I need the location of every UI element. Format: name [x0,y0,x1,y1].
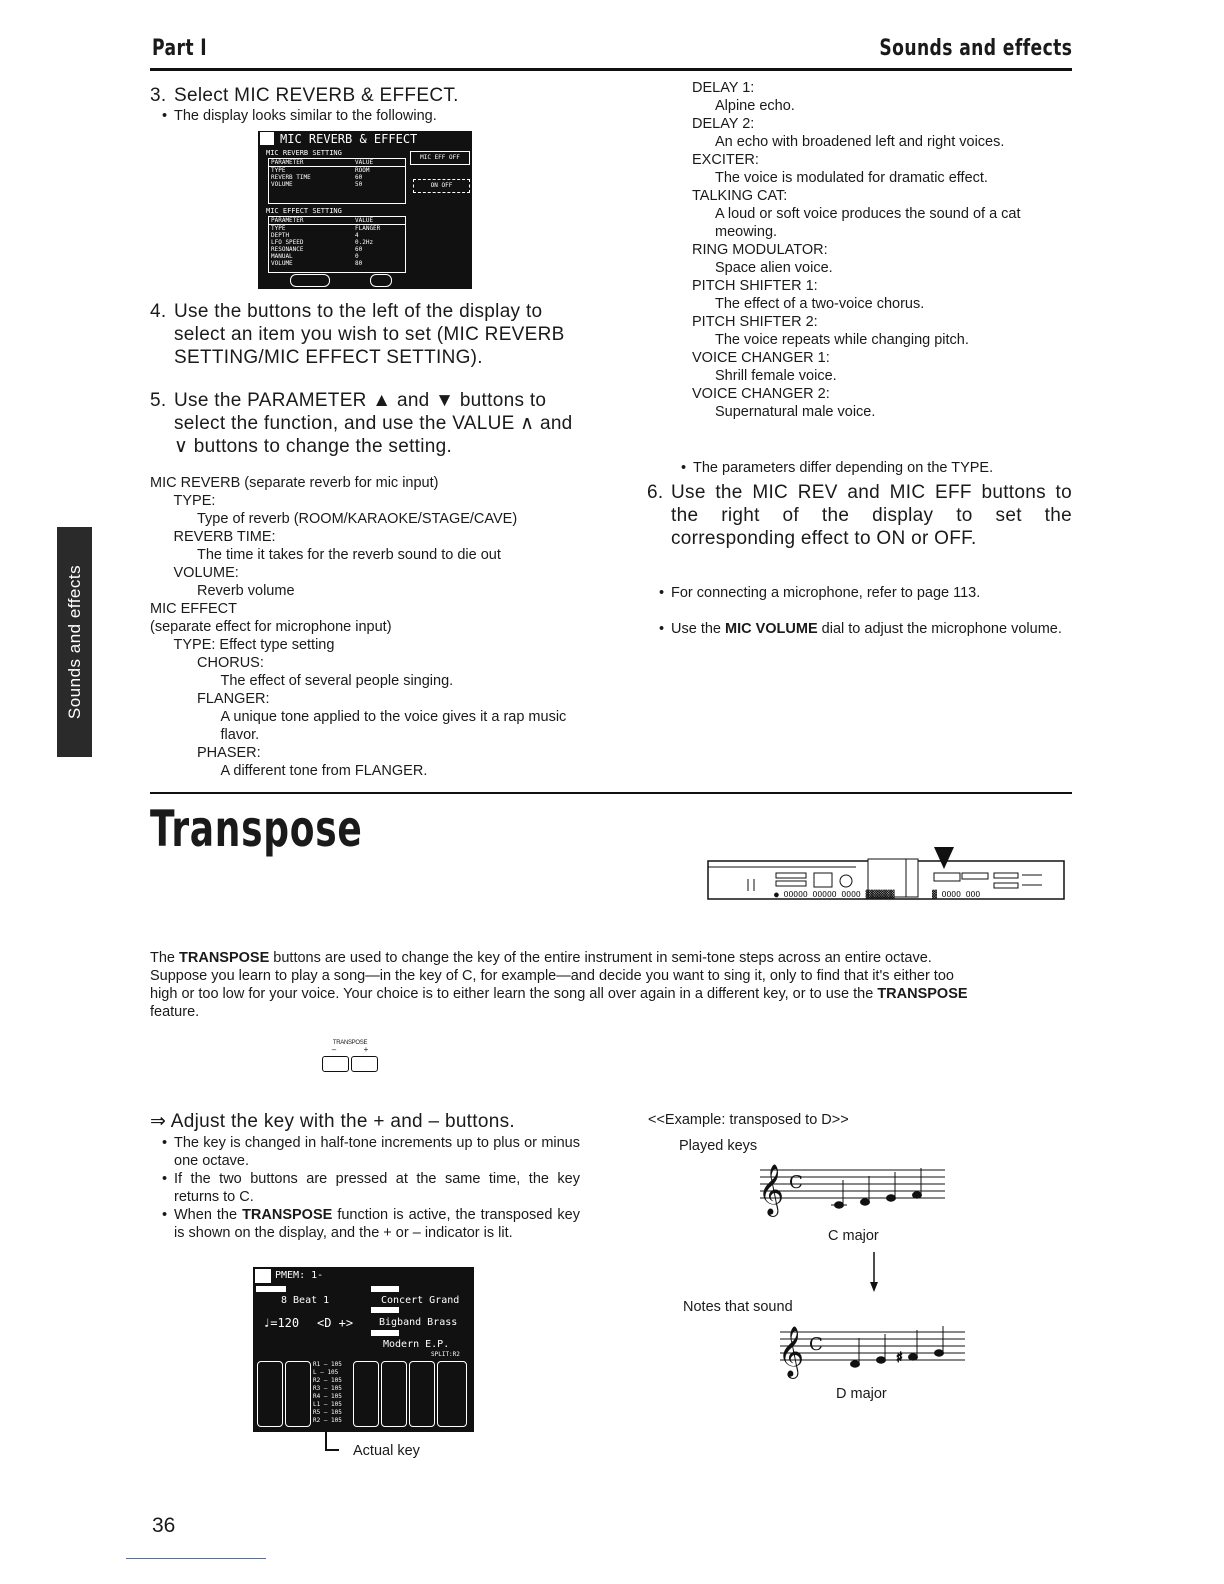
param-line: PITCH SHIFTER 2: [692,314,818,330]
step-6: 6. Use the MIC REV and MIC EFF buttons to the right of the display to set the corresponding effect to ON or OFF. [647,482,1072,549]
svg-text:𝄞: 𝄞 [758,1164,785,1215]
actual-key-leader-h [325,1449,339,1451]
tempo-readout: ♩=120 [263,1316,300,1330]
section-rule [150,792,1072,794]
display-icon [260,132,274,145]
display-row: VOLUME 80 [271,260,363,267]
svg-text:𝄞: 𝄞 [778,1326,805,1377]
on-off-indicator: ON OFF [413,179,470,193]
step-3: 3. Select MIC REVERB & EFFECT. [150,85,459,106]
display-row: VOLUME 50 [271,181,363,188]
part-label: Part I [152,36,208,61]
transpose-display [253,1267,474,1432]
transpose-heading: Transpose [150,800,363,858]
display-row: RESONANCE 60 [271,246,363,253]
param-line: CHORUS: [197,655,264,671]
display-row: DEPTH 4 [271,232,359,239]
display-row: REVERB TIME 60 [271,174,363,181]
param-line: VOLUME: [173,565,239,581]
param-line: An echo with broadened left and right voices. [715,134,1005,150]
step-4: 4. Use the buttons to the left of the display to select an item you wish to set (MIC REVERB SETTING/MIC EFFECT SETTING). [150,301,565,368]
sounding-notes-label: Notes that sound [683,1299,793,1315]
param-line: The voice is modulated for dramatic effect. [715,170,988,186]
value-button [370,274,392,287]
param-line: Type of reverb (ROOM/KARAOKE/STAGE/CAVE) [197,511,518,527]
actual-key-readout: <D +> [317,1316,354,1330]
param-line: PHASER: [197,745,261,761]
param-line: TYPE: [173,493,216,509]
voice-2: Bigband Brass [379,1317,458,1328]
voice-3: Modern E.P. [383,1339,450,1350]
slider-row: R1 — 105 L — 105 R2 — 105 R3 — 105 R4 — 105 L1 — 105 R5 — 105 R2 — 105 [257,1361,469,1427]
mic-eff-toggle: MIC EFF OFF [410,151,470,165]
param-line: Alpine echo. [715,98,795,114]
transpose-minus-button[interactable] [322,1056,349,1072]
page-number: 36 [152,1514,176,1537]
svg-text:C: C [809,1334,823,1355]
param-line: A different tone from FLANGER. [220,763,428,779]
effect-type-list [692,79,1077,421]
param-line: Reverb volume [197,583,295,599]
adjust-notes: • The key is changed in half-tone increments up to plus or minus one octave. • If the two buttons are pressed at the same time, the key returns to C. • When the TRANSPOSE function is active, the transposed key is shown on the display, and the + or – indicator is lit. [162,1134,580,1242]
step-6-note-1: • For connecting a microphone, refer to page 113. [659,584,1083,602]
display-row: LFO SPEED 0.2Hz [271,239,374,246]
rhythm-name: 8 Beat 1 [281,1295,330,1306]
param-line: TYPE: Effect type setting [173,637,335,653]
param-line: VOICE CHANGER 2: [692,386,830,402]
transpose-intro: The TRANSPOSE buttons are used to change the key of the entire instrument in semi-tone steps across an entire octave. Suppose you learn to play a song—in the key of C, for example—and decide you want to sing it, only to find that it's either too high or too low for your voice. Your choice is to either learn the song all over again in a different key, or to use the TRANSPOSE feature. [150,950,968,1020]
param-line: The effect of several people singing. [220,673,454,689]
mic-reverb-display [258,131,472,289]
note-g [935,1350,944,1356]
d-major-staff [775,1316,970,1386]
actual-key-leader [325,1432,327,1450]
display-title: MIC REVERB & EFFECT [280,132,418,146]
step-3-note: • The display looks similar to the following. [162,107,1224,125]
footer-rule [126,1558,266,1559]
voice-1: Concert Grand [381,1295,460,1306]
display-row: MANUAL 0 [271,253,359,260]
param-line: REVERB TIME: [173,529,276,545]
svg-text:▓ OOOO OOO: ▓ OOOO OOO [932,890,981,899]
section-title: Sounds and effects [879,36,1072,61]
display-row: TYPE FLANGER [271,225,381,232]
step-6-note-2: • Use the MIC VOLUME dial to adjust the microphone volume. [659,620,1083,638]
actual-key-label: Actual key [353,1443,420,1459]
note-d [851,1361,860,1367]
note-f [913,1192,922,1198]
param-line: The effect of a two-voice chorus. [715,296,925,312]
param-line: Space alien voice. [715,260,833,276]
example-title: <<Example: transposed to D>> [648,1112,849,1128]
param-line: MIC REVERB (separate reverb for mic input) [150,475,439,491]
note-d [861,1199,870,1205]
pmem-label: PMEM: 1- [275,1270,324,1281]
display-row: TYPE ROOM [271,167,370,174]
param-line: Shrill female voice. [715,368,837,384]
param-line: PITCH SHIFTER 1: [692,278,818,294]
svg-text:C: C [789,1172,803,1193]
c-major-staff [755,1152,950,1222]
effect-table: PARAMETER VALUE TYPE FLANGER DEPTH 4 LFO SPEED 0.2Hz RESONANCE 60 MANUAL 0 VOLUME 80 [268,216,406,273]
header-rule [150,68,1072,71]
param-line: (separate effect for microphone input) [150,619,392,635]
svg-text:♯: ♯ [896,1350,903,1366]
step-5: 5. Use the PARAMETER ▲ and ▼ buttons to select the function, and use the VALUE ∧ and ∨ buttons to change the setting. [150,390,573,457]
transpose-label: TRANSPOSE [332,1040,368,1046]
param-line: MIC EFFECT [150,601,237,617]
param-line: DELAY 1: [692,80,755,96]
param-line: DELAY 2: [692,116,755,132]
param-line: Supernatural male voice. [715,404,876,420]
param-line: meowing. [715,224,778,240]
split-label: SPLIT:R2 [431,1351,460,1358]
param-line: TALKING CAT: [692,188,788,204]
note-f-sharp [909,1354,918,1360]
transpose-plus-button[interactable] [351,1056,378,1072]
param-line: RING MODULATOR: [692,242,828,258]
played-keys-label: Played keys [679,1138,758,1154]
param-line: EXCITER: [692,152,759,168]
display-icon [255,1269,271,1283]
adjust-instruction: ⇒ Adjust the key with the + and – buttons. [150,1111,515,1132]
param-line: The voice repeats while changing pitch. [715,332,969,348]
c-major-label: C major [828,1228,879,1244]
down-arrow-icon [868,1252,880,1294]
transpose-buttons: TRANSPOSE – + [318,1040,382,1072]
param-line: flavor. [220,727,260,743]
params-note: • The parameters differ depending on the TYPE. [681,459,1224,477]
mic-parameter-list [150,474,600,780]
svg-text:● OOOOO OOOOO OOOO ▓▓▓▓▓▓: ● OOOOO OOOOO OOOO ▓▓▓▓▓▓ [774,890,895,899]
param-line: VOICE CHANGER 1: [692,350,830,366]
display-section-effect: MIC EFFECT SETTING [266,207,342,215]
param-line: FLANGER: [197,691,270,707]
parameter-down-button [290,274,330,287]
keyboard-panel-illustration [706,845,1066,901]
param-line: The time it takes for the reverb sound to die out [197,547,501,563]
reverb-table: PARAMETER VALUE TYPE ROOM REVERB TIME 60 VOLUME 50 [268,158,406,204]
display-section-reverb: MIC REVERB SETTING [266,149,342,157]
param-line: A unique tone applied to the voice gives it a rap music [220,709,567,725]
note-e [877,1357,886,1363]
sidebar-tab: Sounds and effects [57,527,92,757]
d-major-label: D major [836,1386,887,1402]
param-line: A loud or soft voice produces the sound of a cat [715,206,1021,222]
note-e [887,1195,896,1201]
